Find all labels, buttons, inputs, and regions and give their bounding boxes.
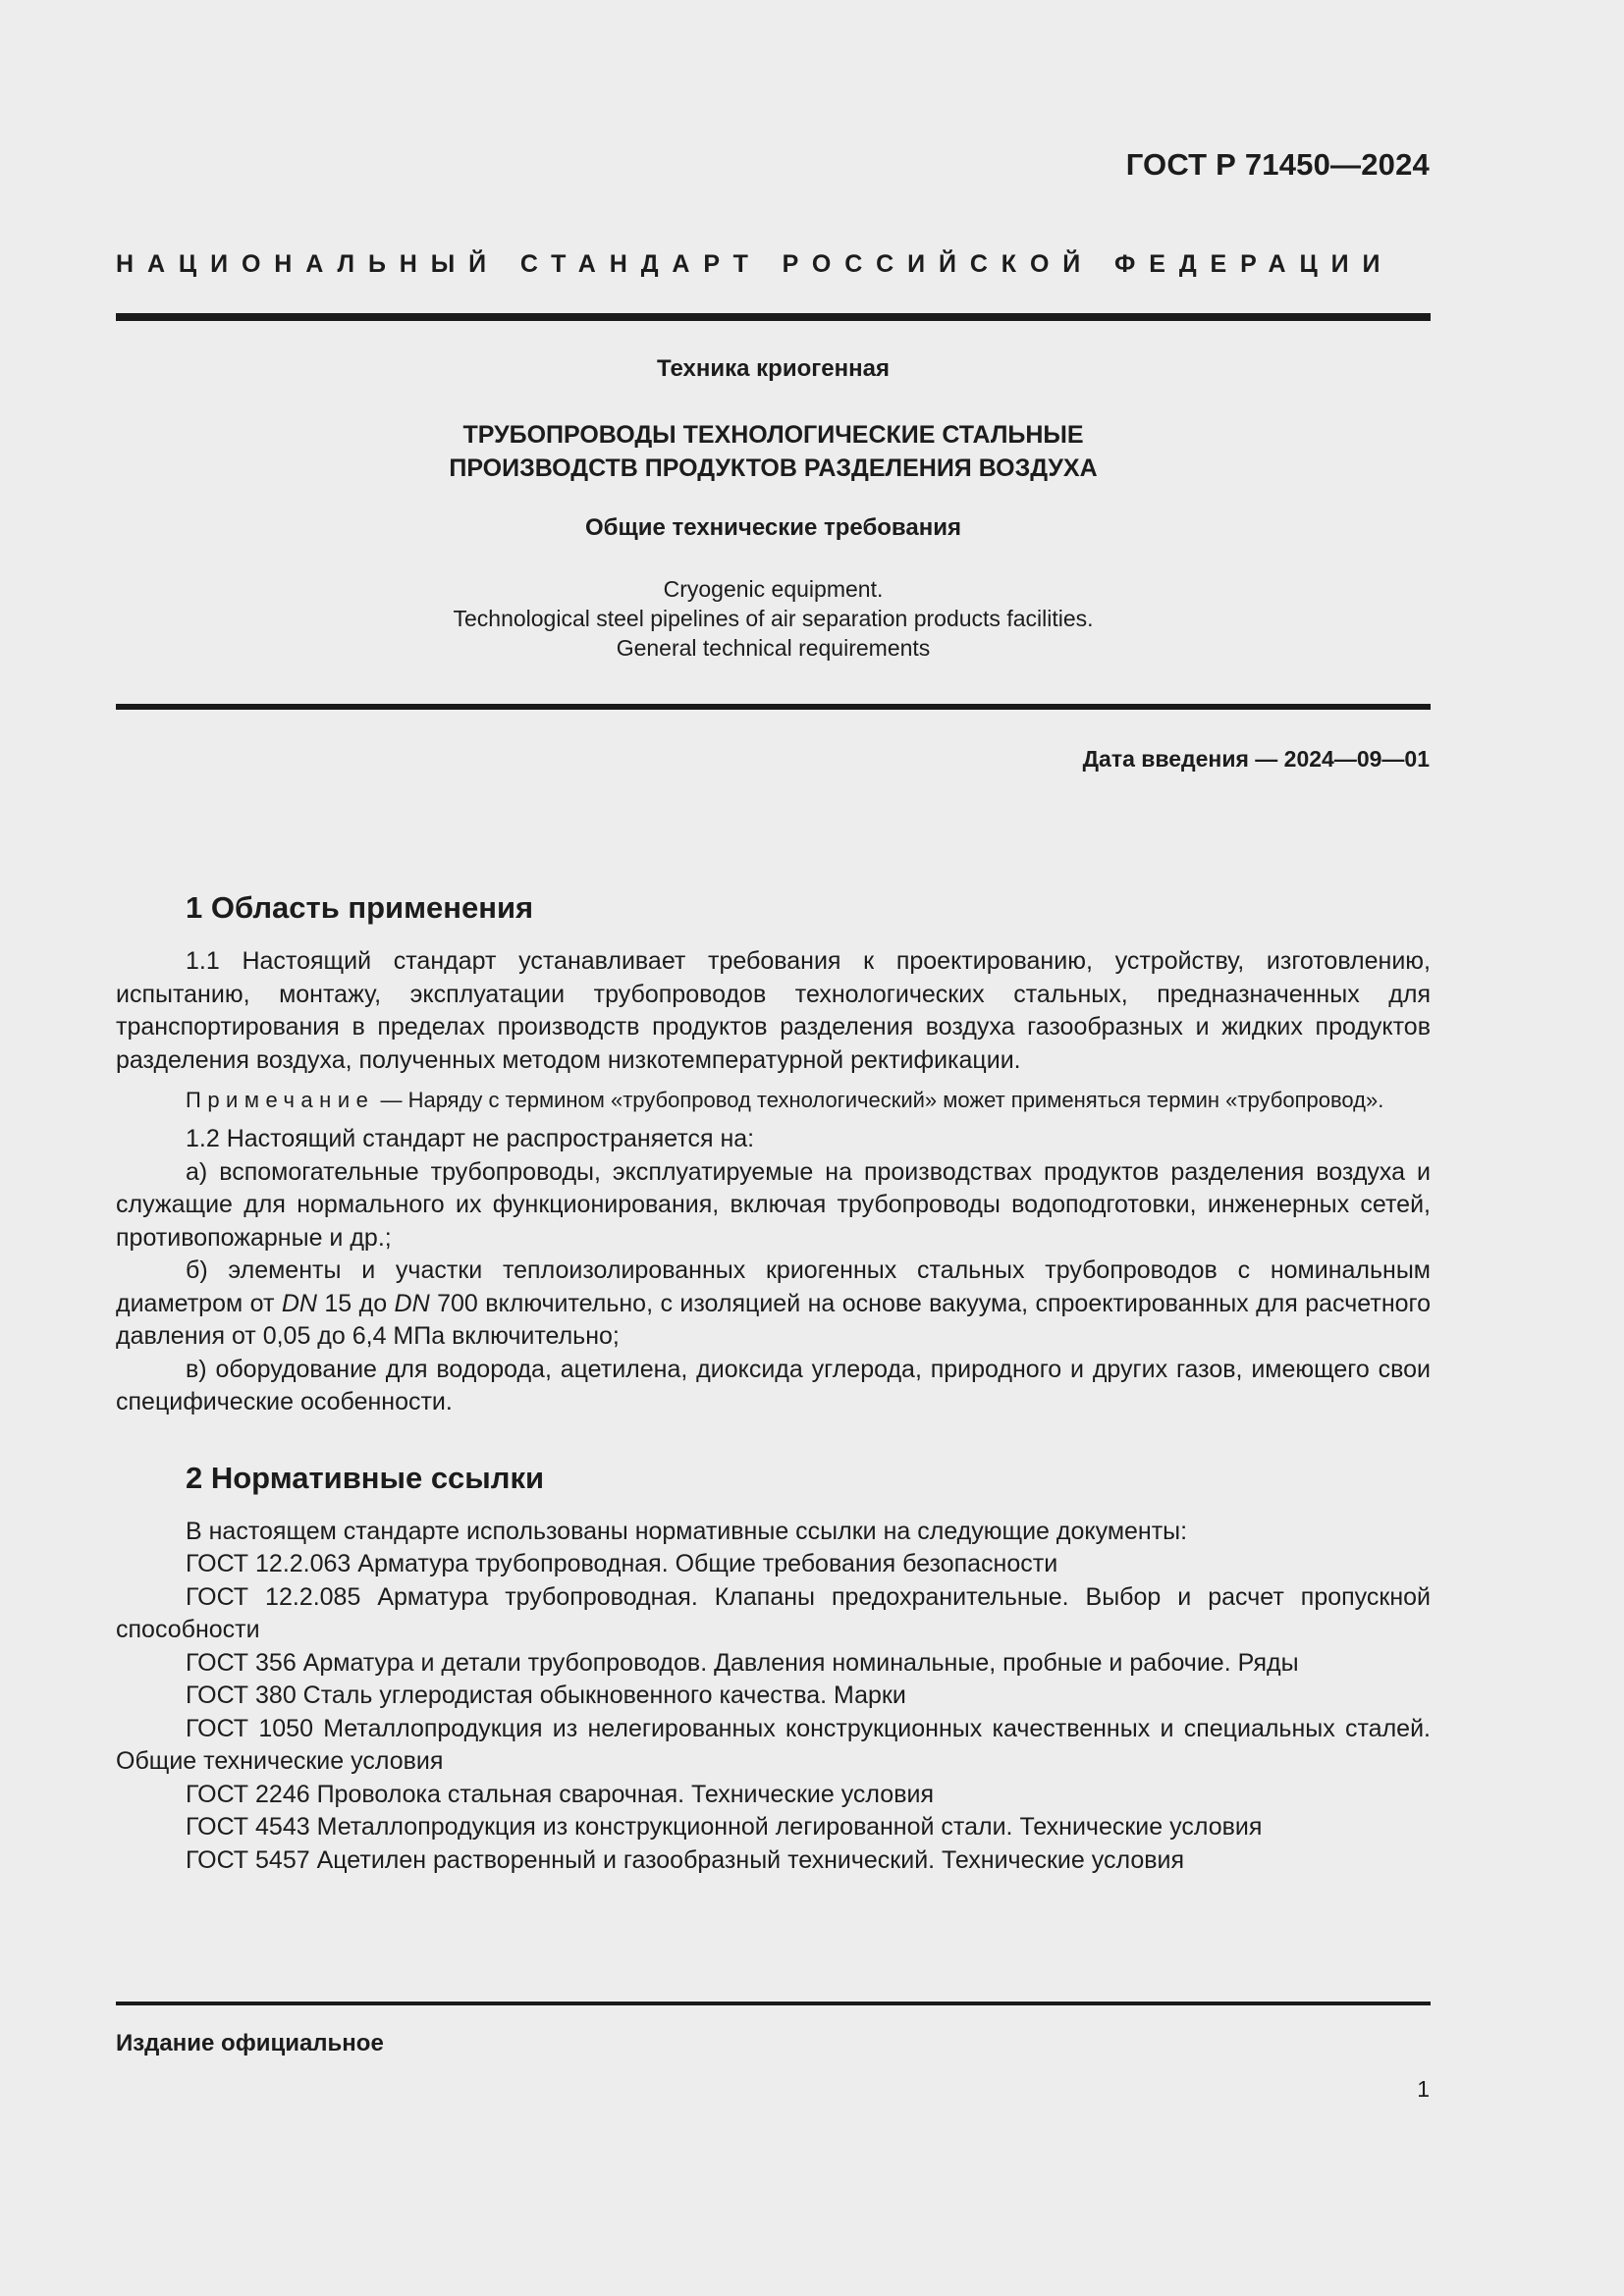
- item-b-text-2: 15 до: [316, 1289, 395, 1317]
- item-b-text-1: б) элементы и участки теплоизолированных криогенных стальных трубопроводов с номинальным диаметром от: [116, 1256, 1431, 1317]
- introduction-date: Дата введения — 2024—09—01: [1082, 746, 1430, 772]
- official-edition-label: Издание официальное: [116, 2030, 384, 2056]
- reference-item: ГОСТ 12.2.085 Арматура трубопроводная. Клапаны предохранительные. Выбор и расчет пропускной способности: [116, 1582, 1431, 1643]
- clause-1-2-item-a: а) вспомогательные трубопроводы, эксплуатируемые на производствах продуктов разделения воздуха и служащие для нормального их функционирования, включая трубопроводы водоподготовки, инженерных сетей, противопожарные и др.;: [116, 1157, 1431, 1252]
- national-standard-banner: НАЦИОНАЛЬНЫЙ СТАНДАРТ РОССИЙСКОЙ ФЕДЕРАЦИИ: [116, 250, 1394, 278]
- reference-item: ГОСТ 12.2.063 Арматура трубопроводная. Общие требования безопасности: [186, 1550, 1058, 1577]
- note-label: Примечание: [186, 1088, 375, 1112]
- section-1-heading: 1 Область применения: [186, 890, 534, 925]
- title-bottom-rule: [116, 704, 1431, 710]
- reference-item: ГОСТ 380 Сталь углеродистая обыкновенного качества. Марки: [186, 1682, 906, 1709]
- reference-item: ГОСТ 356 Арматура и детали трубопроводов. Давления номинальные, пробные и рабочие. Ряды: [186, 1648, 1299, 1677]
- footer-rule: [116, 2002, 1431, 2005]
- standard-subtitle: Общие технические требования: [585, 514, 961, 541]
- item-b-text-3: 700 включительно, с изоляцией на основе вакуума, спроектированных для расчетного давления от 0,05 до 6,4 МПа включительно;: [116, 1289, 1432, 1350]
- clause-1-2: 1.2 Настоящий стандарт не распространяется на:: [186, 1125, 755, 1152]
- references-intro: В настоящем стандарте использованы нормативные ссылки на следующие документы:: [186, 1517, 1188, 1545]
- clause-1-2-item-b: [116, 1255, 1431, 1354]
- normative-references-list: [116, 1516, 1431, 1878]
- dn-symbol: DN: [394, 1289, 430, 1317]
- clause-1-1: 1.1 Настоящий стандарт устанавливает требования к проектированию, устройству, изготовлению, испытанию, монтажу, эксплуатации трубопроводов технологических стальных, предназначенных для транспортирования в пределах производств продуктов разделения воздуха газообразных и жидких продуктов разделения воздуха, полученных методом низкотемпературной ректификации.: [116, 947, 1431, 1074]
- standard-title-line-1: ТРУБОПРОВОДЫ ТЕХНОЛОГИЧЕСКИЕ СТАЛЬНЫЕ: [462, 421, 1084, 449]
- english-title-line-1: Cryogenic equipment.: [663, 576, 884, 602]
- english-title-line-3: General technical requirements: [616, 635, 931, 661]
- clause-1-2-item-c: в) оборудование для водорода, ацетилена, диоксида углерода, природного и других газов, имеющего свои специфические особенности.: [116, 1355, 1431, 1415]
- reference-item: ГОСТ 1050 Металлопродукция из нелегированных конструкционных качественных и специальных сталей. Общие технические условия: [116, 1714, 1431, 1775]
- english-title: [116, 574, 1431, 663]
- note: [116, 1086, 1431, 1114]
- standard-category: Техника криогенная: [657, 355, 890, 382]
- page-number: 1: [1417, 2076, 1430, 2102]
- reference-item: ГОСТ 5457 Ацетилен растворенный и газообразный технический. Технические условия: [186, 1845, 1185, 1874]
- standard-title-line-2: ПРОИЗВОДСТВ ПРОДУКТОВ РАЗДЕЛЕНИЯ ВОЗДУХА: [449, 454, 1098, 482]
- document-body: [116, 888, 1431, 1877]
- top-thick-rule: [116, 313, 1431, 321]
- reference-item: ГОСТ 2246 Проволока стальная сварочная. Технические условия: [186, 1780, 934, 1808]
- document-number: ГОСТ Р 71450—2024: [1125, 147, 1430, 182]
- section-2-heading: 2 Нормативные ссылки: [186, 1460, 545, 1495]
- dn-symbol: DN: [281, 1289, 317, 1317]
- english-title-line-2: Technological steel pipelines of air separation products facilities.: [453, 606, 1094, 631]
- standard-title: [116, 418, 1431, 485]
- reference-item: ГОСТ 4543 Металлопродукция из конструкционной легированной стали. Технические условия: [186, 1813, 1263, 1841]
- note-text: — Наряду с термином «трубопровод технологический» может применяться термин «трубопровод».: [374, 1088, 1384, 1112]
